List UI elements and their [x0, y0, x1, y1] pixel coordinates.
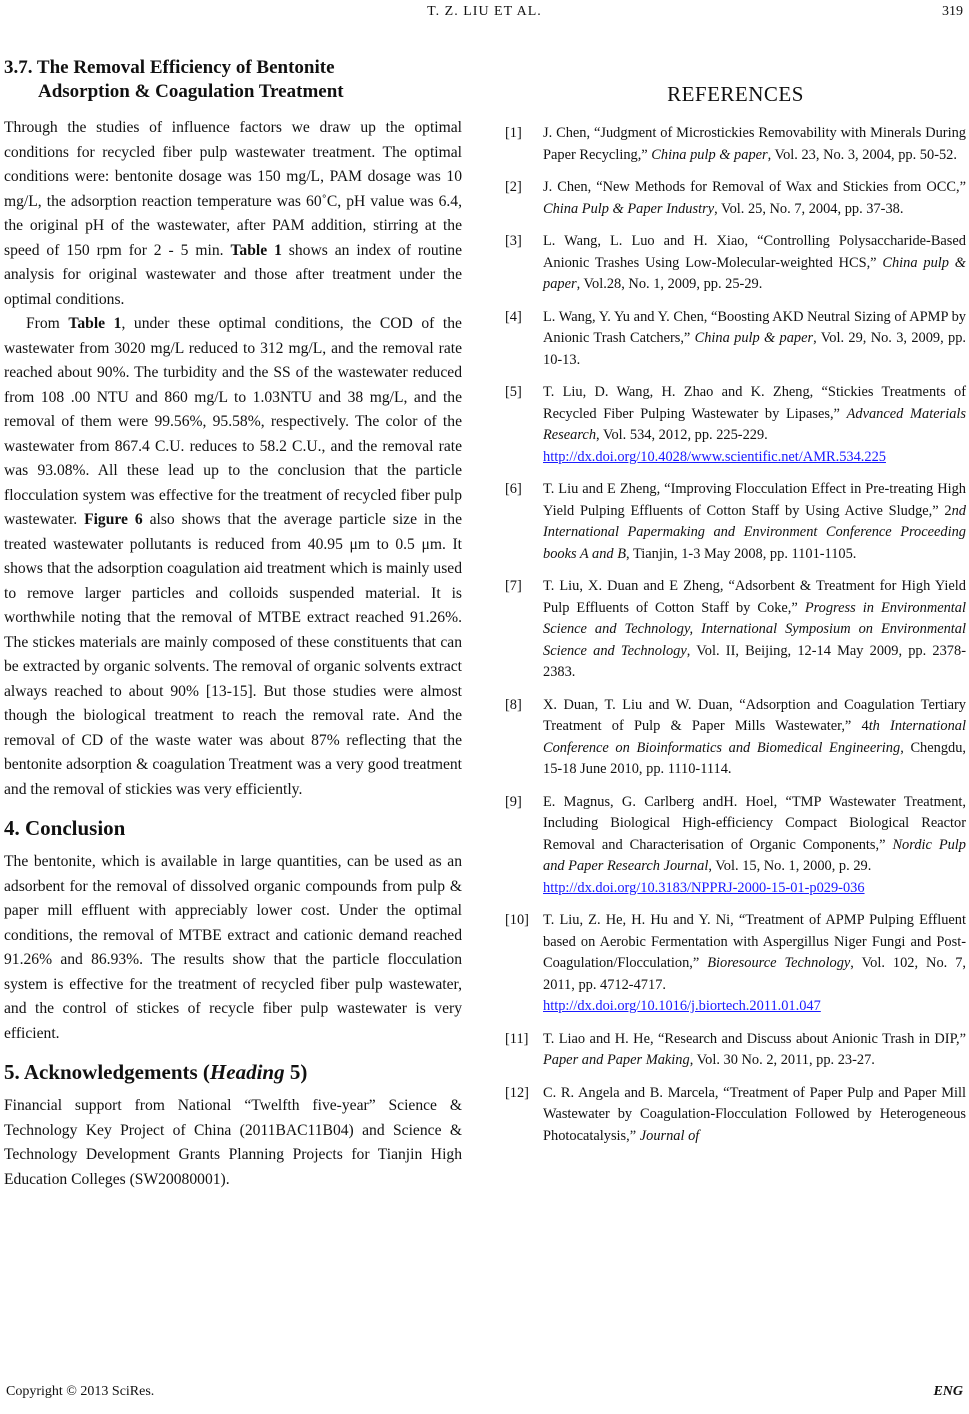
section-3-7-paragraph-1	[4, 116, 462, 312]
section-3-7-title-line1: 3.7. The Removal Efficiency of Bentonite	[4, 57, 335, 78]
reference-doi-link[interactable]: http://dx.doi.org/10.4028/www.scientific.net/AMR.534.225	[543, 448, 886, 465]
text-run: Through the studies of influence factors we draw up the optimal conditions for recycled fiber pulp wastewater treatment. The optimal conditions were: bentonite dosage was 150 mg/L, PAM dosage was 10 mg/L, the adsorption reaction temperature was 60˚C, pH value was 6.4, the original pH of the wastewater, after PAM addition, stirring at the speed of 150 rpm for 2 - 5 min.	[4, 119, 462, 259]
reference-text	[543, 576, 966, 684]
reference-number: [3]	[505, 233, 522, 249]
reference-item	[505, 382, 966, 468]
reference-item	[505, 792, 966, 900]
acknowledgements-paragraph: Financial support from National “Twelfth five-year” Science & Technology Key Project of China (2011BAC11B04) and Science & Technology Development Grants Planning Projects for Tianjin High Education Colleges (SW20080001).	[4, 1097, 462, 1188]
reference-details: , Vol. 534, 2012, pp. 225-229.	[596, 427, 768, 443]
acknowledgements-heading	[4, 1060, 462, 1084]
reference-list	[505, 123, 966, 1147]
reference-number: [12]	[505, 1084, 529, 1101]
reference-text	[543, 382, 966, 468]
reference-authors-title: L. Wang, L. Luo and H. Xiao, “Controlling Polysaccharide-Based Anionic Trashes Using Low-Molecular-weighted HCS,”	[543, 233, 966, 271]
reference-authors-title: T. Liu and E Zheng, “Improving Flocculation Effect in Pre-treating High Yield Pulping Effluents of Cotton Staff by Using Active Sludge,” 2	[543, 481, 966, 519]
reference-item	[505, 479, 966, 565]
reference-details: , Tianjin, 1-3 May 2008, pp. 1101-1105.	[626, 545, 857, 562]
text-run: Heading	[209, 1060, 285, 1084]
reference-item	[505, 231, 966, 296]
reference-number: [10]	[505, 912, 529, 928]
figure-ref: Figure 6	[84, 511, 143, 528]
reference-authors-title: J. Chen, “Judgment of Microstickies Removability with Minerals During Paper Recycling,”	[543, 125, 966, 163]
reference-authors-title: E. Magnus, G. Carlberg andH. Hoel, “TMP Wastewater Treatment, Including Biological High-efficiency Compact Biological Reactor Removal and Characterisation of Organic Components,”	[543, 793, 966, 853]
copyright-notice: Copyright © 2013 SciRes.	[6, 1384, 155, 1399]
text-run: 5)	[284, 1060, 308, 1084]
reference-authors-title: L. Wang, Y. Yu and Y. Chen, “Boosting AKD Neutral Sizing of APMP by Anionic Trash Catchers,”	[543, 308, 966, 346]
reference-number: [2]	[505, 179, 522, 195]
reference-text	[543, 123, 966, 166]
reference-authors-title: T. Liu, D. Wang, H. Zhao and K. Zheng, “Stickies Treatments of Recycled Fiber Pulping Wastewater by Lipases,”	[543, 384, 966, 422]
text-run: From	[26, 315, 69, 332]
right-column	[505, 56, 966, 1158]
reference-item	[505, 307, 966, 372]
reference-item	[505, 695, 966, 781]
reference-venue: China Pulp & Paper Industry	[543, 200, 715, 217]
reference-item	[505, 123, 966, 166]
references-heading: REFERENCES	[667, 82, 804, 106]
text-run: also shows that the average particle size in the treated wastewater pollutants is reduced from 40.95 μm to 0.5 μm. It shows that the adsorption coagulation aid treatment which is mainly used to remove larger particles and colloids suspended material. It is worthwhile noting that the removal of MTBE extract reached 91.26%. The stickes materials are mainly composed of these constituents that can be extracted by organic solvents. The removal of organic solvents extract always reached to about 90% [13-15]. But those studies were almost though the biological treatment to reach the removal rate. And the removal of CD of the waste water was about 87% reflecting that the bentonite adsorption & coagulation Treatment was a very good treatment and the removal of stickies was very efficiently.	[4, 511, 462, 798]
reference-number: [7]	[505, 578, 522, 594]
reference-text	[543, 231, 966, 296]
text-run: , under these optimal conditions, the COD of the wastewater from 3020 mg/L reduced to 312 mg/L, and the removal rate reached about 90%. The turbidity and the SS of the wastewater reduced from 108 .00 NTU and 860 mg/L to 1.03NTU and 38 mg/L, and the removal of them were 99.56%, 95.58%, respectively. The color of the wastewater from 867.4 C.U. reduces to 58.2 C.U., and the removal rate was 93.08%. All these lead up to the conclusion that the particle flocculation system was effective for the treatment of recycled fiber pulp wastewater.	[4, 315, 462, 528]
reference-item	[505, 576, 966, 684]
reference-details: , Vol.28, No. 1, 2009, pp. 25-29.	[576, 276, 763, 292]
reference-authors-title: T. Liu, Z. He, H. Hu and Y. Ni, “Treatment of APMP Pulping Effluent based on Aerobic Fermentation with Aspergillus Niger Fungi and Post-Coagulation/Flocculation,”	[543, 912, 966, 971]
reference-item	[505, 177, 966, 220]
reference-venue: Advanced Materials Research	[543, 405, 966, 443]
reference-text	[543, 177, 966, 220]
table-ref: Table 1	[230, 241, 282, 259]
reference-details: , Vol. 23, No. 3, 2004, pp. 50-52.	[767, 146, 957, 163]
reference-item	[505, 1083, 966, 1148]
reference-text	[543, 1083, 966, 1148]
table-ref: Table 1	[68, 315, 122, 332]
reference-venue: China pulp & paper	[694, 330, 814, 346]
reference-details: , Vol. 29, No. 3, 2009, pp. 10-13.	[543, 330, 966, 368]
reference-details: , Vol. II, Beijing, 12-14 May 2009, pp. 2378-2383.	[543, 642, 966, 680]
reference-venue: Paper and Paper Making	[543, 1052, 690, 1068]
page-number: 319	[942, 4, 963, 19]
reference-doi-link[interactable]: http://dx.doi.org/10.1016/j.biortech.2011.01.047	[543, 998, 821, 1014]
text-run: 5. Acknowledgements (	[4, 1060, 210, 1084]
text-run: shows an index of routine analysis for original wastewater and those after treatment under the optimal conditions.	[4, 241, 463, 308]
reference-authors-title: X. Duan, T. Liu and W. Duan, “Adsorption and Coagulation Tertiary Treatment of Pulp & Paper Mills Wastewater,” 4	[543, 696, 966, 734]
reference-number: [8]	[505, 696, 522, 713]
reference-number: [5]	[505, 384, 522, 400]
page-footer	[6, 1384, 963, 1400]
reference-number: [4]	[505, 308, 522, 325]
section-3-7-heading	[4, 56, 462, 104]
reference-venue: th International Conference on Bioinformatics and Biomedical Engineering	[543, 718, 966, 756]
reference-details: , Vol. 102, No. 7, 2011, pp. 4712-4717.	[543, 955, 966, 993]
reference-details: , Vol. 30 No. 2, 2011, pp. 23-27.	[689, 1052, 875, 1068]
reference-number: [6]	[505, 481, 522, 497]
reference-details: , Chengdu, 15-18 June 2010, pp. 1110-1114.	[543, 739, 967, 777]
reference-venue: nd International Papermaking and Environment Conference Proceeding books A and B	[543, 502, 966, 562]
reference-number: [9]	[505, 793, 522, 810]
reference-text	[543, 910, 966, 1018]
reference-venue: China pulp & paper	[651, 146, 768, 163]
reference-authors-title: T. Liu, X. Duan and E Zheng, “Adsorbent & Treatment for High Yield Pulp Effluents of Cotton Staff by Coke,”	[543, 578, 966, 616]
reference-number: [1]	[505, 125, 522, 141]
conclusion-heading: 4. Conclusion	[4, 816, 126, 840]
reference-venue: Nordic Pulp and Paper Research Journal	[543, 836, 967, 874]
running-header	[0, 0, 969, 30]
reference-venue: China pulp & paper	[543, 254, 966, 292]
section-3-7-paragraph-2	[4, 312, 462, 802]
reference-doi-link[interactable]: http://dx.doi.org/10.3183/NPPRJ-2000-15-01-p029-036	[543, 879, 865, 896]
reference-text	[543, 1029, 966, 1072]
reference-item	[505, 910, 966, 1018]
reference-details: , Vol. 15, No. 1, 2000, p. 29.	[708, 858, 872, 874]
reference-venue: Bioresource Technology	[707, 955, 851, 971]
reference-venue: Progress in Environmental Science and Technology, International Symposium on Environmental Science and Technology	[543, 599, 966, 659]
section-3-7-title-line2: Adsorption & Coagulation Treatment	[38, 81, 344, 102]
reference-venue: Journal of	[639, 1127, 700, 1144]
reference-number: [11]	[505, 1030, 529, 1047]
journal-mark: ENG	[933, 1384, 963, 1399]
conclusion-paragraph: The bentonite, which is available in large quantities, can be used as an adsorbent for the removal of dissolved organic compounds from pulp & paper mill effluent with appreciably lower cost. Under the optimal conditions, the removal of MTBE extract and cationic demand reached 91.26% and 86.93%. The results show that the particle flocculation system is effective for the treatment of recycled fiber pulp wastewater, and the control of stickes of recycle fiber pulp wastewater is very efficient.	[4, 853, 462, 1042]
reference-text	[543, 307, 966, 372]
left-column	[4, 56, 462, 1192]
reference-item	[505, 1029, 966, 1072]
reference-authors-title: C. R. Angela and B. Marcela, “Treatment of Paper Pulp and Paper Mill Wastewater by Coagulation-Flocculation Followed by Heterogeneous Photocatalysis,”	[543, 1084, 966, 1144]
reference-text	[543, 479, 966, 565]
reference-text	[543, 792, 966, 900]
reference-authors-title: J. Chen, “New Methods for Removal of Wax and Stickies from OCC,”	[543, 179, 966, 195]
reference-details: , Vol. 25, No. 7, 2004, pp. 37-38.	[714, 200, 904, 217]
reference-authors-title: T. Liao and H. He, “Research and Discuss about Anionic Trash in DIP,”	[543, 1030, 966, 1047]
running-title: T. Z. LIU ET AL.	[427, 4, 542, 19]
reference-text	[543, 695, 966, 781]
